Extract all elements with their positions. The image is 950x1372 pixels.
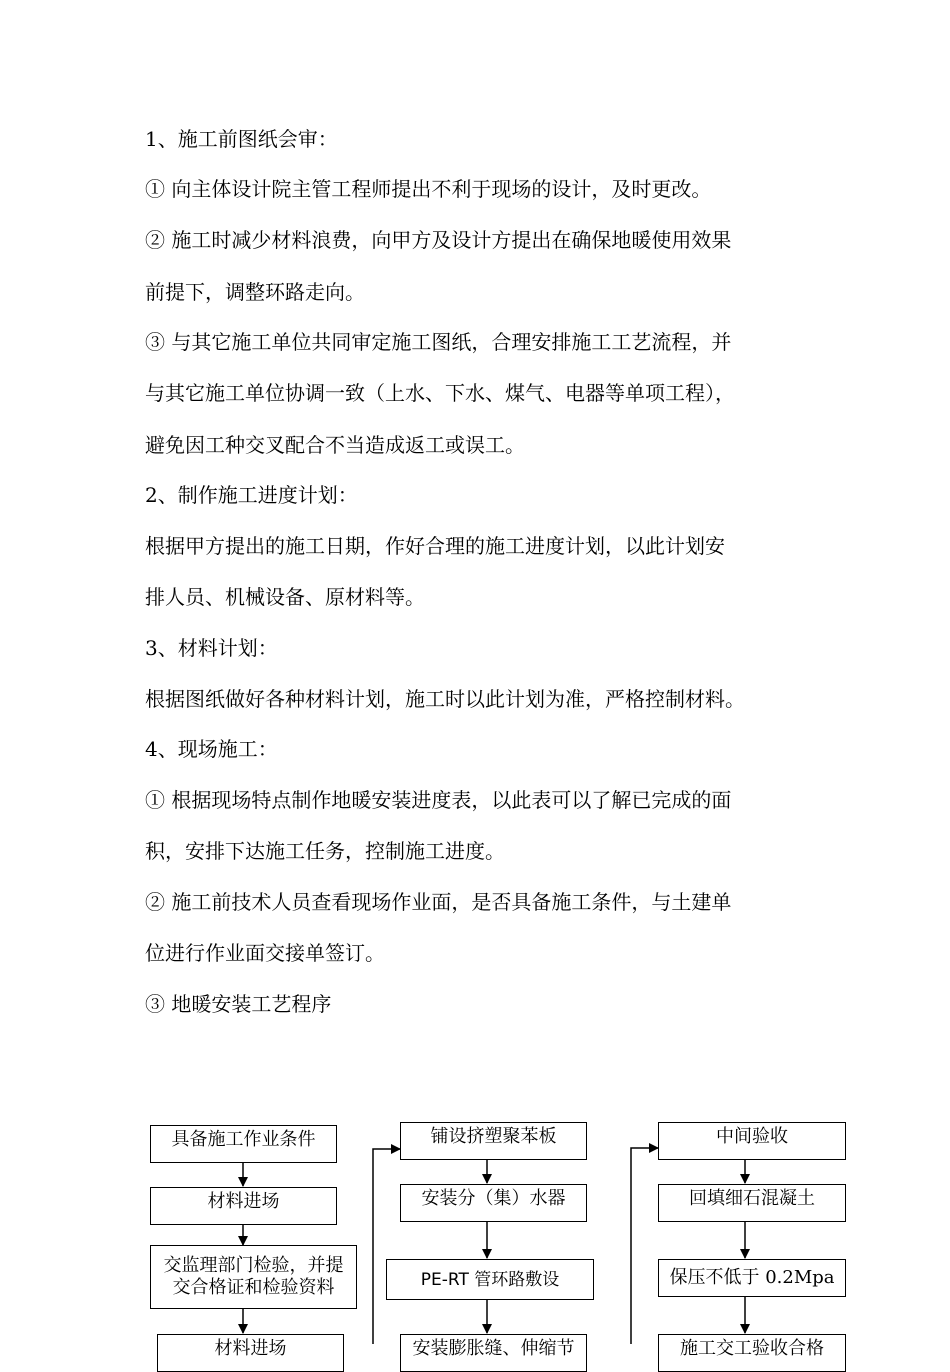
paragraph: 根据甲方提出的施工日期，作好合理的施工进度计划，以此计划安 [145, 534, 725, 558]
flow-step-pert-pipe: PE-RT 管环路敷设 [386, 1259, 594, 1300]
paragraph: ③ 地暖安装工艺程序 [145, 992, 332, 1016]
paragraph: 根据图纸做好各种材料计划，施工时以此计划为准，严格控制材料。 [145, 687, 745, 711]
heading-3: 3、材料计划： [145, 636, 278, 660]
flow-step-backfill-concrete: 回填细石混凝土 [658, 1184, 846, 1222]
paragraph: 位进行作业面交接单签订。 [145, 941, 385, 965]
flow-step-intermediate-acceptance: 中间验收 [658, 1122, 846, 1160]
connector-col2-to-col3 [631, 1148, 658, 1344]
heading-1: 1、施工前图纸会审： [145, 127, 338, 151]
flow-step-manifold: 安装分（集）水器 [400, 1184, 587, 1222]
paragraph: ② 施工时减少材料浪费，向甲方及设计方提出在确保地暖使用效果 [145, 228, 732, 252]
paragraph: 积，安排下达施工任务，控制施工进度。 [145, 839, 505, 863]
flow-step-xps-board: 铺设挤塑聚苯板 [400, 1122, 587, 1160]
flow-step-work-conditions: 具备施工作业条件 [150, 1125, 337, 1163]
heading-2: 2、制作施工进度计划： [145, 483, 358, 507]
paragraph: ② 施工前技术人员查看现场作业面，是否具备施工条件，与土建单 [145, 890, 732, 914]
flow-step-material-arrival: 材料进场 [150, 1187, 337, 1225]
paragraph: ① 向主体设计院主管工程师提出不利于现场的设计，及时更改。 [145, 177, 712, 201]
paragraph: 避免因工种交叉配合不当造成返工或误工。 [145, 433, 525, 457]
paragraph: ③ 与其它施工单位共同审定施工图纸，合理安排施工工艺流程，并 [145, 330, 732, 354]
paragraph: ① 根据现场特点制作地暖安装进度表，以此表可以了解已完成的面 [145, 788, 732, 812]
heading-4: 4、现场施工： [145, 737, 278, 761]
paragraph: 前提下，调整环路走向。 [145, 280, 365, 304]
flow-step-supervision-inspection: 交监理部门检验，并提交合格证和检验资料 [150, 1245, 357, 1309]
flow-step-final-acceptance: 施工交工验收合格 [658, 1334, 846, 1372]
connector-col1-to-col2 [373, 1149, 400, 1344]
paragraph: 排人员、机械设备、原材料等。 [145, 585, 425, 609]
paragraph: 与其它施工单位协调一致（上水、下水、煤气、电器等单项工程）， [145, 381, 735, 405]
flow-step-pressure-test: 保压不低于 0.2Mpa [658, 1259, 846, 1297]
flow-step-material-arrival-2: 材料进场 [157, 1334, 344, 1372]
flow-step-expansion-joint: 安装膨胀缝、伸缩节 [400, 1334, 587, 1372]
